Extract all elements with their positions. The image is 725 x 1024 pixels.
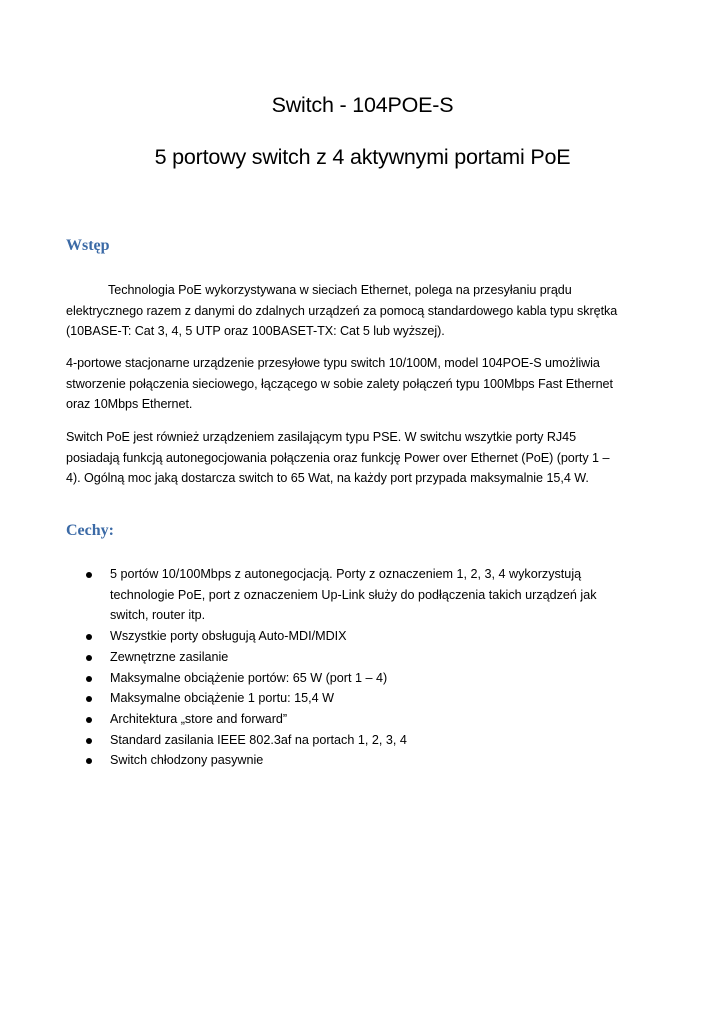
bullet-icon <box>86 655 92 661</box>
list-item <box>66 709 666 730</box>
list-item-line: Architektura „store and forward” <box>110 711 288 726</box>
list-item-line: Zewnętrzne zasilanie <box>110 649 229 664</box>
list-item <box>66 668 666 689</box>
section-heading-features: Cechy: <box>66 522 114 539</box>
features-list <box>66 564 666 771</box>
list-item-line: Standard zasilania IEEE 802.3af na portach 1, 2, 3, 4 <box>110 732 407 747</box>
bullet-icon <box>86 738 92 744</box>
section-heading-intro: Wstęp <box>66 237 110 254</box>
list-item-line: Wszystkie porty obsługują Auto-MDI/MDIX <box>110 629 347 644</box>
paragraph-line: Technologia PoE wykorzystywana w sieciach Ethernet, polega na przesyłaniu prądu <box>108 283 572 297</box>
paragraph-line: (10BASE-T: Cat 3, 4, 5 UTP oraz 100BASET-TX: Cat 5 lub wyższej). <box>66 324 445 339</box>
list-item <box>66 564 666 626</box>
list-item <box>66 626 666 647</box>
list-item-line: technologie PoE, port z oznaczeniem Up-Link służy do podłączenia takich urządzeń jak <box>110 587 597 602</box>
paragraph-line: 4). Ogólną moc jaką dostarcza switch to 65 Wat, na każdy port przypada maksymalnie 15,4 W. <box>66 471 589 486</box>
bullet-icon <box>86 758 92 764</box>
intro-paragraph <box>66 280 666 342</box>
paragraph-line: elektrycznego razem z danymi do zdalnych urządzeń za pomocą standardowego kabla typu skrętka <box>66 303 618 318</box>
list-item <box>66 647 666 668</box>
bullet-icon <box>86 572 92 578</box>
bullet-icon <box>86 717 92 723</box>
bullet-icon <box>86 634 92 640</box>
list-item <box>66 730 666 751</box>
paragraph-line: posiadają funkcją autonegocjowania połączenia oraz funkcję Power over Ethernet (PoE) (porty 1 – <box>66 450 610 465</box>
list-item-line: switch, router itp. <box>110 608 206 623</box>
document-title: Switch - 104POE-S <box>271 93 454 117</box>
list-item <box>66 750 666 771</box>
paragraph-line: oraz 10Mbps Ethernet. <box>66 397 193 412</box>
bullet-icon <box>86 696 92 702</box>
list-item-line: Switch chłodzony pasywnie <box>110 753 264 768</box>
document-subtitle: 5 portowy switch z 4 aktywnymi portami PoE <box>154 145 571 169</box>
paragraph-line: Switch PoE jest również urządzeniem zasilającym typu PSE. W switchu wszytkie porty RJ45 <box>66 430 577 444</box>
paragraph-line: 4-portowe stacjonarne urządzenie przesyłowe typu switch 10/100M, model 104POE-S umożliwia <box>66 356 600 370</box>
intro-paragraph <box>66 353 666 415</box>
intro-paragraph <box>66 427 666 489</box>
list-item <box>66 688 666 709</box>
list-item-line: Maksymalne obciążenie portów: 65 W (port 1 – 4) <box>110 670 388 685</box>
bullet-icon <box>86 676 92 682</box>
list-item-line: Maksymalne obciążenie 1 portu: 15,4 W <box>110 691 335 706</box>
list-item-line: 5 portów 10/100Mbps z autonegocjacją. Porty z oznaczeniem 1, 2, 3, 4 wykorzystują <box>110 567 582 581</box>
paragraph-line: stworzenie połączenia sieciowego, łączącego w sobie zalety połączeń typu 100Mbps Fast Ethernet <box>66 376 613 391</box>
